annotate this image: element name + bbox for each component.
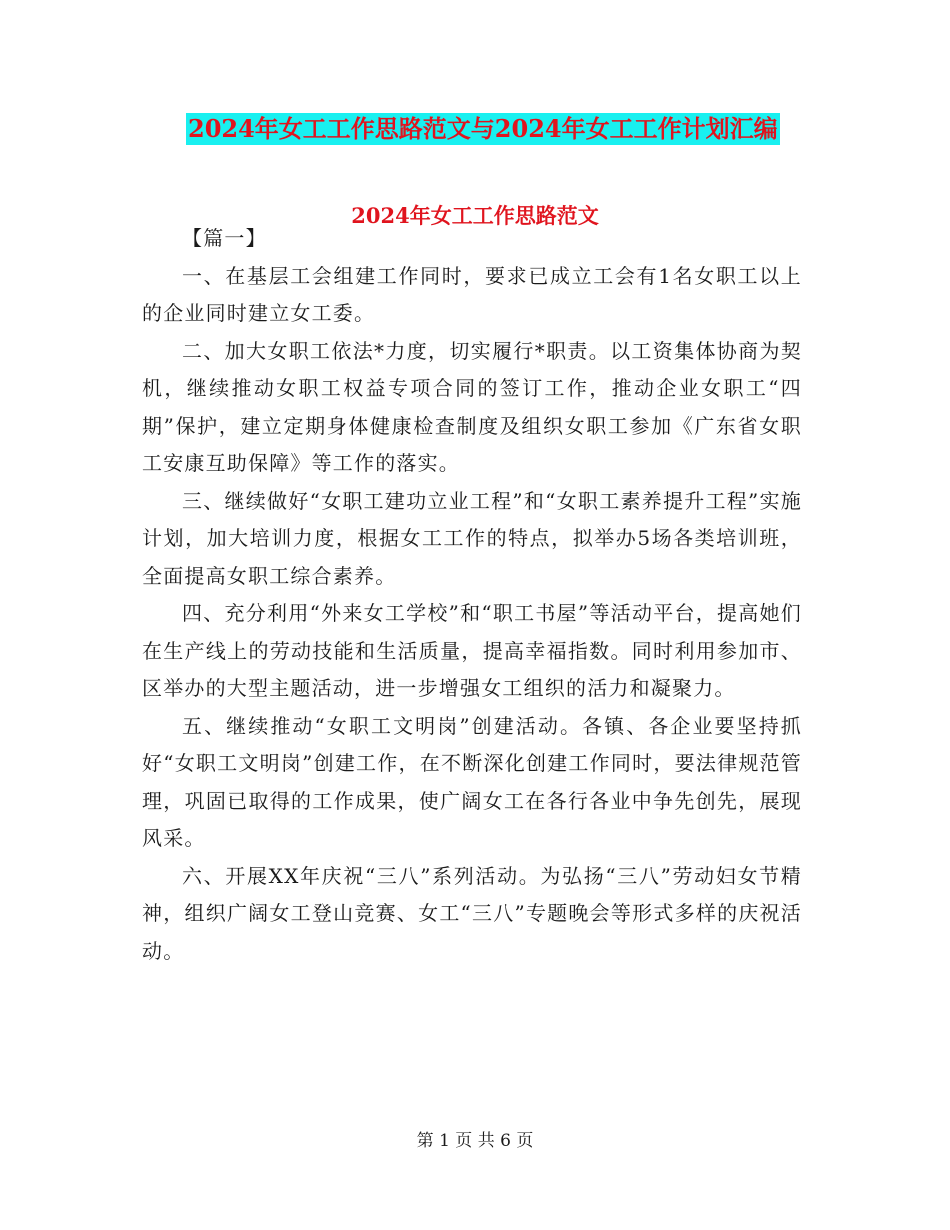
main-title: 2024年女工工作思路范文与2024年女工工作计划汇编 bbox=[188, 114, 778, 143]
document-body bbox=[142, 220, 802, 970]
section-label: 【篇一】 bbox=[182, 226, 267, 250]
paragraph-6: 六、开展XX年庆祝“三八”系列活动。为弘扬“三八”劳动妇女节精神，组织广阔女工登山竞赛、女工“三八”专题晚会等形式多样的庆祝活动。 bbox=[142, 863, 802, 963]
paragraph-1: 一、在基层工会组建工作同时，要求已成立工会有1名女职工以上的企业同时建立女工委。 bbox=[142, 263, 802, 325]
paragraph-4: 四、充分利用“外来女工学校”和“职工书屋”等活动平台，提高她们在生产线上的劳动技能和生活质量，提高幸福指数。同时利用参加市、区举办的大型主题活动，进一步增强女工组织的活力和凝聚力。 bbox=[142, 601, 802, 700]
sub-title: 2024年女工工作思路范文 bbox=[351, 203, 599, 228]
paragraph-3: 三、继续做好“女职工建功立业工程”和“女职工素养提升工程”实施计划，加大培训力度，根据女工工作的特点，拟举办5场各类培训班，全面提高女职工综合素养。 bbox=[142, 488, 802, 588]
paragraph-5: 五、继续推动“女职工文明岗”创建活动。各镇、各企业要坚持抓好“女职工文明岗”创建工作，在不断深化创建工作同时，要法律规范管理，巩固已取得的工作成果，使广阔女工在各行各业中争先创先，展现风采。 bbox=[142, 713, 802, 850]
paragraph-2: 二、加大女职工依法*力度，切实履行*职责。以工资集体协商为契机，继续推动女职工权益专项合同的签订工作，推动企业女职工“四期”保护，建立定期身体健康检查制度及组织女职工参加《广东省女职工安康互助保障》等工作的落实。 bbox=[142, 338, 802, 475]
page-footer: 第 1 页 共 6 页 bbox=[416, 1131, 534, 1151]
